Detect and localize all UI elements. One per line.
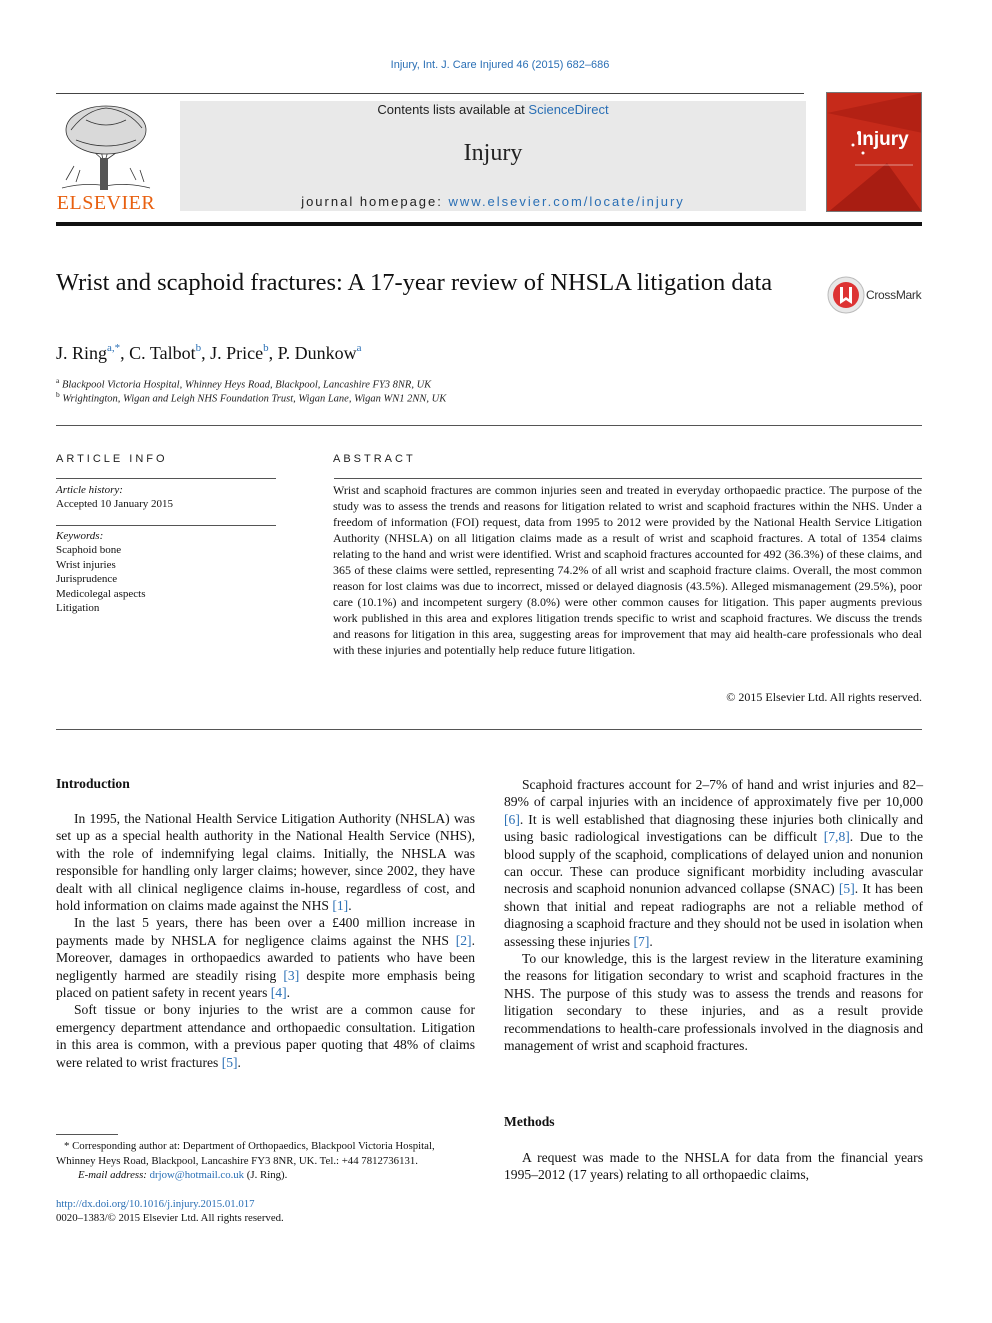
reference-link[interactable]: [4] (270, 985, 287, 1001)
email-label: E-mail address: (78, 1169, 147, 1181)
author-affil-mark[interactable]: b (195, 342, 202, 354)
keywords-block (56, 529, 146, 615)
author-list (56, 343, 361, 364)
affiliation-mark: b (56, 390, 60, 399)
cover-art (827, 93, 922, 212)
author-affil-mark[interactable]: b (263, 342, 269, 354)
abstract-rule (334, 478, 922, 479)
paragraph-text: . (286, 985, 291, 1001)
affiliation-text: Blackpool Victoria Hospital, Whinney Heys Road, Blackpool, Lancashire FY3 8NR, UK (61, 379, 432, 391)
affiliation-b (56, 390, 446, 405)
elsevier-wordmark: ELSEVIER (56, 192, 156, 214)
abstract-text: Wrist and scaphoid fractures are common injuries seen and treated in everyday orthopaedic practice. The purpose of the study was to assess the trends and reasons for litigation related to wrist and scaphoid fractures within the NHS. Under a freedom of information (FOI) request, data from 1995 to 2012 were provided by the National Health Service Litigation Authority (NHSLA) on all litigation claims made as a result of wrist and scaphoid fractures. A total of 1354 claims relating to the hand and wrist were identified. Wrist and scaphoid fractures accounted for 492 (36.3%) of these claims, and 365 of these claims were settled, representing 74.2% of all wrist and scaphoid fracture claims. Overall, the most common reason for lost claims was due to incorrect, missed or delayed diagnosis (43.5%). Alleged mismanagement (29.5%), poor care (10.1%) and incompetent surgery (8.0%) were other common causes for litigation. This paper augments previous work published in this area and explores litigation trends specific to wrist and scaphoid fractures. We discuss the trends and reasons for litigation in this area, suggesting areas for improvement that may aid health-care professionals who deal with these injuries and potentially help reduce future litigation. (333, 483, 922, 657)
article-title: Wrist and scaphoid fractures: A 17-year review of NHSLA litigation data (56, 269, 773, 296)
keyword: Medicolegal aspects (56, 587, 146, 600)
introduction-heading: Introduction (56, 776, 130, 791)
methods-column (504, 1149, 923, 1184)
author-affil-mark[interactable]: a,* (107, 342, 121, 354)
author-name[interactable]: C. Talbot (129, 343, 196, 363)
contents-line (180, 102, 806, 117)
reference-link[interactable]: [3] (283, 967, 300, 983)
author-separator: , (120, 343, 130, 363)
reference-link[interactable]: [6] (504, 811, 520, 827)
purpose-paragraph: To our knowledge, this is the largest review in the literature examining the reasons for litigation secondary to wrist and scaphoid fractures in the NHS. The purpose of this study was to assess the trends and reasons for litigation secondary to these injuries, and as a result provide recommendations to health-care professionals involved in the diagnosis and management of wrist and scaphoid fractures. (504, 951, 923, 1054)
header-divider (56, 93, 804, 94)
intro-paragraph-1 (56, 810, 475, 914)
abstract-end-rule (56, 729, 922, 730)
title-divider (56, 425, 922, 426)
crossmark-label[interactable]: CrossMark (866, 288, 922, 302)
left-column (56, 810, 475, 1071)
reference-link[interactable]: [7] (633, 933, 650, 949)
author-name[interactable]: P. Dunkow (277, 343, 357, 363)
article-info-rule (56, 478, 276, 479)
paragraph-text: Scaphoid fractures account for 2–7% of hand and wrist injuries and 82–89% of carpal injuries with an incidence of approximately five per 10,000 (504, 777, 923, 810)
paragraph-text: . Due to the blood supply of the scaphoid, complications of delayed union and nonunion can occur. These can produce significant morbidity including avascular necrosis and scaphoid nonunion advanced collapse (SNAC) (504, 829, 923, 897)
reference-link[interactable]: [5] (221, 1054, 238, 1070)
email-footnote (56, 1168, 475, 1183)
methods-paragraph-1: A request was made to the NHSLA for data from the financial years 1995–2012 (17 years) relating to all orthopaedic claims, (504, 1150, 923, 1183)
right-column (504, 776, 923, 1055)
author-name[interactable]: J. Price (210, 343, 264, 363)
paragraph-text: . (348, 898, 352, 914)
methods-heading: Methods (504, 1114, 555, 1129)
paragraph-text: . (649, 933, 653, 949)
paragraph-text: . Moreover, damages in orthopaedics awarded to patients who have been negligently harmed are steadily rising (56, 932, 475, 983)
reference-link[interactable]: [7,8] (823, 829, 850, 845)
paragraph-text: . It has been shown that initial and repeat radiographs are not a reliable method of diagnosing a scaphoid fracture and they should not be used in isolation when assessing these injuries (504, 881, 924, 949)
email-owner: (J. Ring). (244, 1169, 288, 1181)
journal-cover[interactable] (826, 92, 922, 212)
author-affil-mark[interactable]: a (356, 342, 362, 354)
cover-title: Injury (857, 129, 909, 150)
affiliation-mark: a (56, 376, 60, 385)
intro-paragraph-2 (56, 914, 475, 1001)
author-name[interactable]: J. Ring (56, 343, 108, 363)
author-separator: , (201, 343, 211, 363)
corresponding-text: Corresponding author at: Department of Orthopaedics, Blackpool Victoria Hospital, Whinney Heys Road, Blackpool, Lancashire FY3 8NR, UK. Tel.: +44 7812736131. (56, 1140, 435, 1167)
sciencedirect-link[interactable]: ScienceDirect (528, 102, 609, 117)
article-history (56, 483, 173, 512)
reference-link[interactable]: [2] (455, 932, 472, 948)
paragraph-text: Soft tissue or bony injuries to the wrist are a common cause for emergency department attendance and orthopaedic consultation. Litigation in this area is common, with a previous paper quoting that 48% of claims were related to wrist fractures (56, 1002, 475, 1070)
footnote-star: * (64, 1140, 70, 1152)
paragraph-text: In the last 5 years, there has been over a £400 million increase in payments made by NHSLA for negligence claims against the NHS (56, 915, 475, 948)
doi-line (56, 1197, 475, 1212)
paragraph-text: . It is well established that diagnosing these injuries both clinically and using basic radiological investigations can be difficult (504, 811, 923, 845)
article-info-heading: ARTICLE INFO (56, 453, 168, 465)
paragraph-text: . (237, 1054, 241, 1070)
author-separator: , (268, 343, 278, 363)
email-link[interactable]: drjow@hotmail.co.uk (149, 1169, 245, 1181)
intro-paragraph-3 (56, 1001, 475, 1071)
accepted-date: Accepted 10 January 2015 (56, 498, 173, 511)
affiliation-text: Wrightington, Wigan and Leigh NHS Foundation Trust, Wigan Lane, Wigan WN1 2NN, UK (62, 393, 447, 405)
history-label: Article history: (56, 484, 123, 496)
journal-homepage (180, 194, 806, 209)
reference-link[interactable]: [1] (332, 898, 349, 914)
keywords-label: Keywords: (56, 530, 104, 542)
issn-line: 0020–1383/© 2015 Elsevier Ltd. All rights reserved. (56, 1212, 284, 1224)
keyword: Litigation (56, 602, 100, 615)
header-thick-rule (56, 222, 922, 226)
reference-link[interactable]: [5] (838, 881, 855, 897)
abstract-copyright: © 2015 Elsevier Ltd. All rights reserved. (726, 690, 922, 704)
homepage-link[interactable]: www.elsevier.com/locate/injury (448, 194, 685, 209)
homepage-label: journal homepage: (301, 194, 449, 209)
abstract-heading: ABSTRACT (333, 453, 416, 465)
keyword: Scaphoid bone (56, 544, 122, 557)
journal-citation[interactable]: Injury, Int. J. Care Injured 46 (2015) 682–686 (390, 59, 610, 71)
footnote-rule (56, 1134, 118, 1135)
paragraph-text: In 1995, the National Health Service Litigation Authority (NHSLA) was set up as a special health authority in the National Health Service (NHS), with the role of indemnifying legal claims. Initially, the NHSLA was responsible for handling only larger claims; however, since 2002, they have dealt with all clinical negligence claims in-house, regardless of cost, and hold information on claims made against the NHS (56, 811, 475, 914)
journal-name: Injury (463, 140, 523, 166)
corresponding-footnote (56, 1139, 475, 1168)
scaphoid-paragraph (504, 776, 923, 950)
paragraph-text: despite more emphasis being placed on patient safety in recent years (56, 967, 475, 1001)
doi-link[interactable]: http://dx.doi.org/10.1016/j.injury.2015.01.017 (56, 1198, 255, 1210)
keyword: Jurisprudence (56, 573, 118, 586)
affiliation-a (56, 376, 431, 391)
keywords-rule (56, 525, 276, 526)
contents-prefix: Contents lists available at (377, 102, 529, 117)
keyword: Wrist injuries (56, 558, 116, 571)
